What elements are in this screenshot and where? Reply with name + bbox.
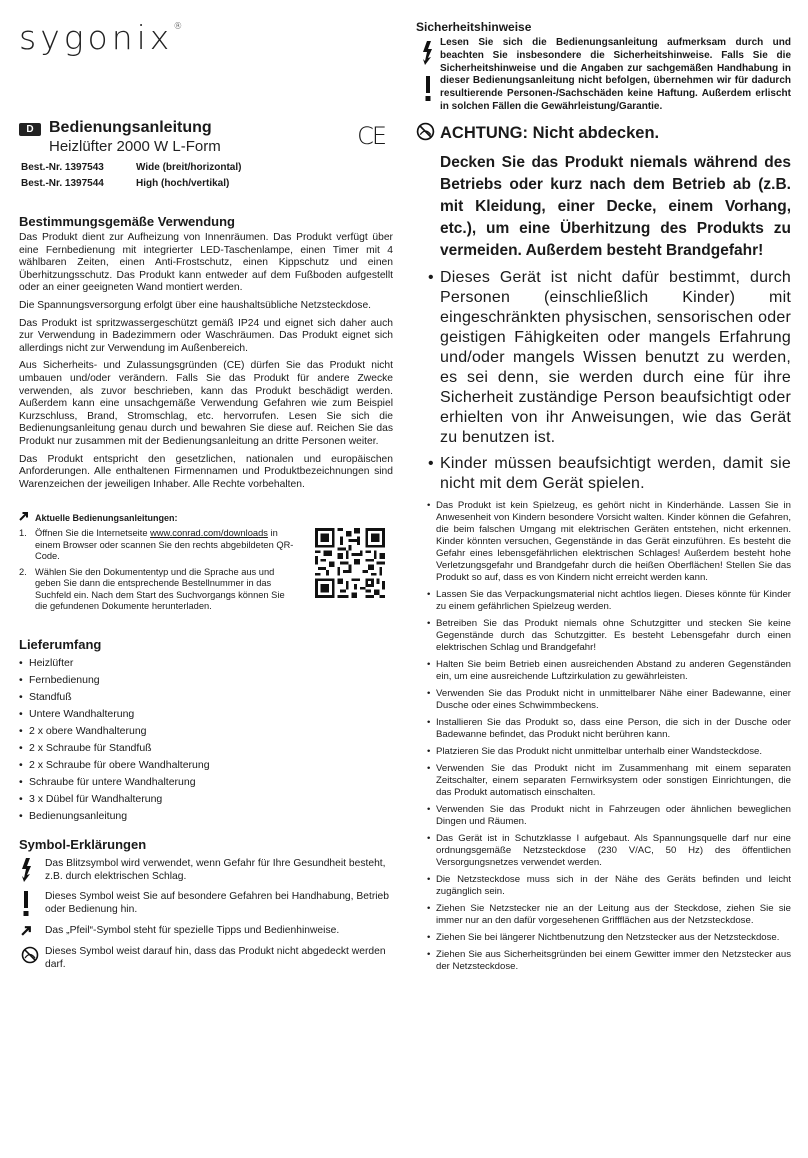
safety-intro: Lesen Sie sich die Bedienungsanleitung aufmerksam durch und beachten Sie insbesondere die Sicherheitshinweise. Falls Sie die Sicherheitshinweise und die Angaben zur sachgemäßen Handhabung in dieser Bedienungsanleitung nicht befolgen, übernehmen wir für dadurch resultierende Personen-/Sachschäden keine Haftung. Außerdem erlischt in solchen Fällen die Gewährleistung/Garantie.: [416, 37, 791, 114]
list-item: • Installieren Sie das Produkt so, dass eine Person, die sich in der Dusche oder Badewanne befindet, das Produkt nicht berühren kann.: [416, 717, 791, 741]
list-item: • Die Netzsteckdose muss sich in der Nähe des Geräts befinden und leicht zugänglich sein.: [416, 874, 791, 898]
no-cover-icon: [416, 122, 440, 146]
list-item: • 2 x obere Wandhalterung: [19, 723, 393, 740]
step-item: 1. Öffnen Sie die Internetseite www.conrad.com/downloads in einem Browser oder scannen Sie den rechts abgebildeten QR-Code.: [19, 528, 294, 562]
warning-text: Decken Sie das Produkt niemals während des Betriebs oder kurz nach dem Betrieb ab (z.B. mit Kleidung, einer Decke, einem Vorhang, etc.), um eine Überhitzung des Produkts zu vermeiden. Außerdem besteht Brandgefahr!: [440, 153, 791, 259]
list-item: • Kinder müssen beaufsichtigt werden, damit sie nicht mit dem Gerät spielen.: [416, 454, 791, 494]
list-item: • Verwenden Sie das Produkt nicht in Fahrzeugen oder ähnlichen beweglichen Dingen und Räumen.: [416, 804, 791, 828]
usage-paragraph: Das Produkt entspricht den gesetzlichen, nationalen und europäischen Anforderungen. Alle enthaltenen Firmennamen und Produktbezeichnungen sind Warenzeichen der jeweiligen Inhaber. Alle Rechte vorbehalten.: [19, 453, 393, 490]
no-cover-icon: [19, 946, 45, 972]
safety-bullet-list: [416, 500, 791, 973]
usage-paragraph: Das Produkt dient zur Aufheizung von Innenräumen. Das Produkt verfügt über eine Fernbedienung mit integrierter LED-Taschenlampe, einen Timer mit 4 wählbaren Zeiten, einen Anti-Frostschutz, einen Kippschutz und einen Überhitzungsschutz. Das Produkt kann entweder auf dem Fußboden aufgestellt oder an einer geeigneten Wand montiert werden.: [19, 232, 393, 294]
list-item: • Lassen Sie das Verpackungsmaterial nicht achtlos liegen. Dieses könnte für Kinder zu einem gefährlichen Spielzeug werden.: [416, 589, 791, 613]
list-item: • Halten Sie beim Betrieb einen ausreichenden Abstand zu anderen Gegenständen ein, um eine ausreichende Luftzirkulation zu gewährleisten.: [416, 659, 791, 683]
symbol-arrow: Das „Pfeil“-Symbol steht für spezielle Tipps und Bedienhinweise.: [19, 925, 393, 938]
delivery-list: [19, 655, 393, 825]
title-block: [19, 118, 393, 156]
list-item: • 2 x Schraube für obere Wandhalterung: [19, 757, 393, 774]
symbol-lightning: Das Blitzsymbol wird verwendet, wenn Gefahr für Ihre Gesundheit besteht, z.B. durch elektrischen Schlag.: [19, 858, 393, 884]
exclamation-icon: [19, 891, 45, 917]
list-item: • Verwenden Sie das Produkt nicht im Zusammenhang mit einem separaten Zeitschalter, einem separaten Fernwirksystem oder sonstigen Einrichtungen, die das Produkt automatisch einschalten.: [416, 763, 791, 799]
step-item: 2. Wählen Sie den Dokumententyp und die Sprache aus und geben Sie dann die entsprechende Bestellnummer in das Suchfeld ein. Nach dem Start des Suchvorgangs können Sie die gefundenen Dokumente herunterladen.: [19, 566, 285, 612]
symbols-heading: Symbol-Erklärungen: [19, 836, 147, 852]
brand-logo: sygonix®: [19, 18, 183, 57]
manuals-heading: Aktuelle Bedienungsanleitungen:: [19, 511, 393, 524]
list-item: • 2 x Schraube für Standfuß: [19, 740, 393, 757]
list-item: • Ziehen Sie aus Sicherheitsgründen bei einem Gewitter immer den Netzstecker aus der Netzsteckdose.: [416, 949, 791, 973]
article-row: Best.-Nr. 1397544 High (hoch/vertikal): [21, 178, 230, 189]
list-item: • Dieses Gerät ist nicht dafür bestimmt, durch Personen (einschließlich Kinder) mit eingeschränkten physischen, sensorischen oder geistigen Fähigkeiten oder mangels Erfahrung und/oder mangels Wissen benutzt zu werden, es sei denn, sie werden durch eine für ihre Sicherheit zuständige Person beaufsichtigt oder erhielten von ihr Anweisungen, wie das Gerät zu benutzen ist.: [416, 268, 791, 448]
list-item: • Standfuß: [19, 689, 393, 706]
list-item: • Schraube für untere Wandhalterung: [19, 774, 393, 791]
article-numbers: [19, 160, 393, 192]
list-item: • Das Produkt ist kein Spielzeug, es gehört nicht in Kinderhände. Lassen Sie in Anwesenheit von Kindern besondere Vorsicht walten. Kinder können die Gefahren, die beim falschen Umgang mit elektrischen Geräten entstehen, nicht erkennen. Kinder könnten versuchen, Gegenstände in das Gerät einzuführen. Es besteht die Gefahr eines lebensgefährlichen elektrischen Schlages! Außerdem besteht hohe Verletzungsgefahr und Brandgefahr durch die heißen Oberflächen! Stellen Sie das Produkt so auf, dass es von Kindern nicht erreicht werden kann.: [416, 500, 791, 584]
list-item: • Verwenden Sie das Produkt nicht in unmittelbarer Nähe einer Badewanne, einer Dusche oder eines Schwimmbeckens.: [416, 688, 791, 712]
arrow-icon: [19, 511, 31, 524]
downloads-link[interactable]: www.conrad.com/downloads: [150, 528, 268, 539]
list-item: • Betreiben Sie das Produkt niemals ohne Schutzgitter und stecken Sie keine Gegenstände durch das Schutzgitter. Es besteht Lebensgefahr durch einen elektrischen Schlag und Brandgefahr!: [416, 618, 791, 654]
usage-paragraph: Das Produkt ist spritzwassergeschützt gemäß IP24 und eignet sich daher auch zur Verwendung in Badezimmern oder Waschräumen. Das Produkt eignet sich allerdings nicht zur Verwendung im Außenbereich.: [19, 317, 393, 354]
warning-title: ACHTUNG: Nicht abdecken.: [416, 122, 791, 146]
qr-code[interactable]: [315, 528, 385, 598]
list-item: • Heizlüfter: [19, 655, 393, 672]
list-item: • Ziehen Sie bei längerer Nichtbenutzung den Netzstecker aus der Netzsteckdose.: [416, 932, 791, 944]
language-badge: D: [19, 123, 41, 136]
lightning-icon: [422, 41, 434, 70]
safety-heading: Sicherheitshinweise: [416, 20, 532, 34]
symbol-exclamation: Dieses Symbol weist Sie auf besondere Gefahren bei Handhabung, Betrieb oder Bedienung hin.: [19, 891, 393, 917]
left-column: [19, 18, 393, 980]
usage-paragraph: Aus Sicherheits- und Zulassungsgründen (CE) dürfen Sie das Produkt nicht umbauen und/oder verändern. Falls Sie das Produkt für andere Zwecke verwenden, als zuvor beschrieben, kann das Produkt beschädigt werden. Außerdem kann eine unsachgemäße Verwendung Gefahren wie zum Beispiel Kurzschluss, Brand, Stromschlag, etc. hervorrufen. Lesen Sie sich die Bedienungsanleitung genau durch und bewahren Sie diese auf. Reichen Sie das Produkt nur zusammen mit der Bedienungsanleitung an dritte Personen weiter.: [19, 360, 393, 447]
manuals-steps: [19, 528, 299, 613]
list-item: • Untere Wandhalterung: [19, 706, 393, 723]
usage-heading: Bestimmungsgemäße Verwendung: [19, 214, 235, 229]
list-item: • Fernbedienung: [19, 672, 393, 689]
big-bullet-list: [416, 268, 791, 494]
lightning-icon: [19, 858, 45, 884]
exclamation-icon: [423, 76, 433, 107]
usage-paragraph: Die Spannungsversorgung erfolgt über eine haushaltsübliche Netzsteckdose.: [19, 299, 372, 311]
article-row: Best.-Nr. 1397543 Wide (breit/horizontal): [21, 162, 242, 173]
list-item: • Bedienungsanleitung: [19, 808, 393, 825]
right-column: [416, 20, 791, 978]
arrow-icon: [19, 925, 45, 938]
list-item: • Platzieren Sie das Produkt nicht unmittelbar unterhalb einer Wandsteckdose.: [416, 746, 791, 758]
page-title: Bedienungsanleitung: [49, 119, 212, 136]
list-item: • Ziehen Sie Netzstecker nie an der Leitung aus der Steckdose, ziehen Sie sie immer nur an den dafür vorgesehenen Griffflächen aus der Netzsteckdose.: [416, 903, 791, 927]
ce-mark: CE: [357, 122, 385, 150]
product-name: Heizlüfter 2000 W L-Form: [49, 138, 221, 155]
delivery-heading: Lieferumfang: [19, 636, 102, 652]
symbol-no-cover: Dieses Symbol weist darauf hin, dass das Produkt nicht abgedeckt werden darf.: [19, 946, 393, 972]
list-item: • Das Gerät ist in Schutzklasse I aufgebaut. Als Spannungsquelle darf nur eine ordnungsgemäße Netzsteckdose (230 V/AC, 50 Hz) des öffentlichen Versorgungsnetzes verwendet werden.: [416, 833, 791, 869]
list-item: • 3 x Dübel für Wandhalterung: [19, 791, 393, 808]
